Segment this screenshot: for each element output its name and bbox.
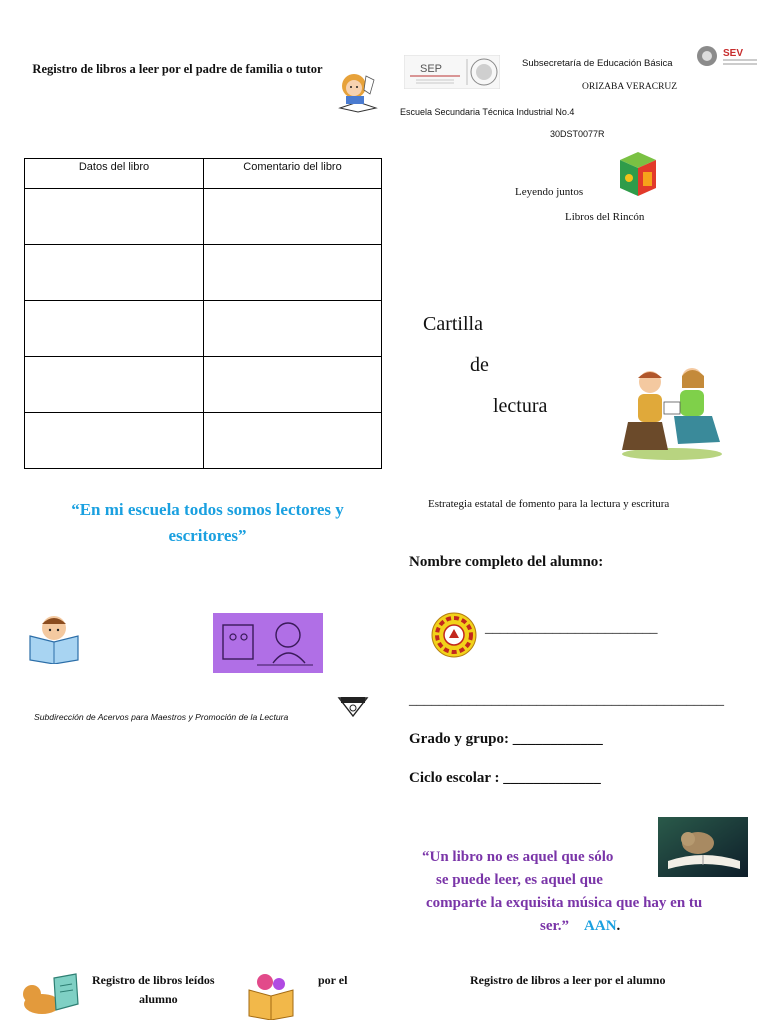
quote-line4 [540,918,620,935]
quote-line3: comparte la exquisita música que hay en tu [426,895,703,911]
parent-register-title: Registro de libros a leer por el padre de familia o tutor [32,62,323,76]
libros-rincon-cube-icon [616,150,660,198]
child-reading-illustration [334,68,382,116]
table-cell[interactable] [204,189,382,245]
cat-book-photo [658,817,748,877]
table-cell[interactable] [204,245,382,301]
header-book-comment: Comentario del libro [204,159,382,189]
table-row [25,189,382,245]
libros-rincon-text: Libros del Rincón [565,211,645,223]
purple-cartoon-panel [213,613,323,673]
student-read-title-part2: por el [318,973,348,987]
libros-logo-icon [337,694,369,718]
leyendo-juntos-text: Leyendo juntos [515,186,584,198]
cartilla-title-line1: Cartilla [423,313,483,335]
table-cell[interactable] [25,413,204,469]
sev-logo-text: SEV [723,48,744,59]
student-read-title-part1: Registro de libros leídos [92,973,215,987]
cartilla-title-line3: lectura [493,395,548,417]
book-register-table [24,158,382,469]
table-cell[interactable] [204,357,382,413]
quote-line1: “Un libro no es aquel que sólo [422,849,614,865]
school-motto: “En mi escuela todos somos lectores y escritores” [71,500,344,545]
quote-line2: se puede leer, es aquel que [436,872,603,888]
sep-logo [404,55,500,89]
table-row [25,245,382,301]
subsecretaria-text: Subsecretaría de Educación Básica [522,58,673,69]
table-cell[interactable] [204,301,382,357]
table-cell[interactable] [25,189,204,245]
student-name-label: Nombre completo del alumno: [409,554,604,570]
cartilla-title-line2: de [470,354,489,376]
grade-group-field[interactable]: Grado y grupo: ____________ [409,731,603,747]
school-name: Escuela Secundaria Técnica Industrial No.4 [400,107,575,117]
bird-reading-illustration [245,970,297,1020]
kids-reading-illustration [612,362,728,462]
table-row [25,301,382,357]
student-name-line-2[interactable]: __________________________________________ [409,692,724,708]
header-book-data: Datos del libro [25,159,204,189]
sev-logo [695,43,761,71]
quote-line4-text: ser.” [540,918,570,934]
city-text: ORIZABA VERACRUZ [582,82,678,92]
school-code: 30DST0077R [550,129,605,139]
sep-logo-text: SEP [420,63,443,75]
subdireccion-text: Subdirección de Acervos para Maestros y Promoción de la Lectura [34,712,289,722]
table-cell[interactable] [25,301,204,357]
table-cell[interactable] [25,245,204,301]
student-to-read-title: Registro de libros a leer por el alumno [470,973,666,987]
school-gear-logo [430,611,478,659]
student-read-title-part3: alumno [139,992,178,1006]
table-cell[interactable] [204,413,382,469]
school-year-field[interactable]: Ciclo escolar : _____________ [409,770,601,786]
boy-reading-illustration [26,612,82,664]
quote-end: . [616,918,621,934]
estrategia-text: Estrategia estatal de fomento para la lectura y escritura [428,498,670,510]
quote-author: AAN [584,918,617,934]
table-cell[interactable] [25,357,204,413]
student-name-line[interactable]: _______________________ [485,620,658,636]
table-row [25,413,382,469]
table-row [25,357,382,413]
dog-reading-illustration [18,970,80,1020]
